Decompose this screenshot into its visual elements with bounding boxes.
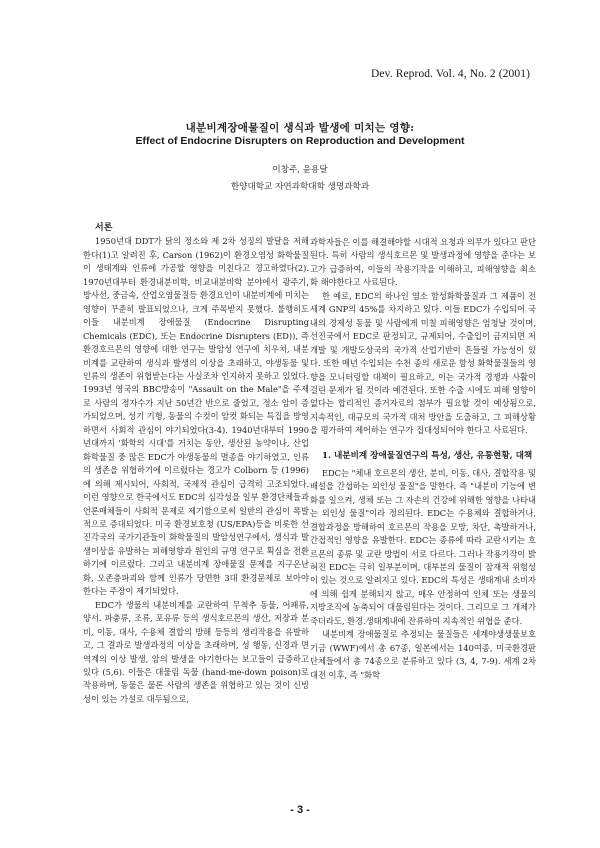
body-paragraph: 1950년대 DDT가 닭의 정소와 제 2차 성징의 발달을 저해한다(1)고 알려진 후, Carson (1962)이 환경오염성 화학물질이 생태계와 인류에 가공할 영향을 미친다고 경고하였다(2). 1970년대부터 환경내분비학, 비교내분비학 분야에서 광주기, 방사선, 중금속, 산업오염물질등 환경요인이 내분비계에 미치는 영향이 꾸준히 발표되었으나, 크게 주목받지 못했다. 불행히도 이들 내분비계 장애물질 (Endocrine Disrupting Chemicals (EDC), 또는 Endocrine Disrupters (ED)), 즉 환경호르몬의 영향에 대한 연구는 발암성 연구에 치우쳐, 내분비계를 교란하여 생식과 발생의 이상을 초래하고, 야생동물 및 인류의 생존이 위협받는다는 사실조차 인지하지 못하고 있었다. 1993년 영국의 BBC방송이 "Assault on the Male"을 주제로 사람의 정자수가 지난 50년간 반으로 줄었고, 정소 암이 증가되었으며, 성기 기형, 동물의 수컷이 암컷 화되는 특집을 방영하면서 사회적 관심이 야기되었다(3-4). 1940년대부터 1990년대까지 '화학의 시대'를 거치는 동안, 생산된 농약이나, 산업화학물질 중 많은 EDC가 야생동물의 멸종을 야기하였고, 인류의 생존을 위협하기에 이르렀다는 경고가 Colborn 등 (1996)에 의해 제시되어, 사회적, 국제적 관심이 급격히 고조되었다. 이런 영향으로 한국에서도 EDC의 심각성을 일부 환경단체들과 언론매체들이 사회적 문제로 제기함으로써 일반의 관심이 폭발적으로 증대되었다. 미국 환경보호청 (US/EPA)등을 비롯한 선진각국의 국가기관들이 화학물질의 발암성연구에서, 생식과 발생이상을 유발하는 피해영향과 원인의 규명 연구로 획심을 전환하기에 이르렀다. 그리고 내분비계 장애물질 문제를 지구온난화, 오존층파괴와 함께 인류가 당면한 3대 환경문제로 보아야 한다는 주장이 제기되었다.	[83, 236, 309, 597]
body-paragraph: 과학자들은 이를 해결해야할 시대적 요청과 의무가 있다고 판단된다. 특히 사람의 생식호르몬 및 발생과정에 영향을 준다는 보고가 급증하여, 이들의 작용기작을 이해하고, 피해영향을 최소화 해야한다고 사료된다.	[310, 237, 536, 288]
author-affiliation: 한양대학교 자연과학대학 생명과학과	[230, 182, 370, 192]
author-names: 이창주, 윤용달	[272, 165, 328, 175]
page-number: - 3 -	[290, 804, 310, 816]
body-paragraph: 한 예로, EDC의 하나인 염소 함성화학물질과 그 제품이 전세계 GNP의 45%를 차지하고 있다. 이들 EDC가 수입되어 국내의 경제성 동물 및 사람에게 미칠 피해영향은 엄청날 것이며, 선진국에서 EDC로 판정되고, 규제되어, 수출입이 금지되면 저개발 및 개발도상국의 국가적 산업기반이 흔들릴 가능성이 있다. 또한 매년 수입되는 수천 종의 새로운 함성 화학물질들의 영향을 모니터링할 대책이 필요하고, 이는 국가적 경쟁과 사활이 걸린 문제가 될 것이라 예견된다. 또한 수출 시에도 피해 영향이 없다는 합리적인 증거자료의 첨부가 필요할 것이 예상됨으로, 지속적인, 대규모의 국가적 대처 방안을 도출하고, 그 피해상황을 평가하여 제어하는 연구가 집대성되어야 한다고 사료된다.	[310, 290, 536, 436]
left-column	[83, 222, 309, 706]
title-english: Effect of Endocrine Disrupters on Reproduction and Development	[135, 135, 465, 147]
intro-heading: 서론	[95, 223, 113, 233]
body-paragraph: EDC가 생물의 내분비계를 교란하여 무척추 동물, 어패류, 양서. 파충류, 조류, 포유류 등의 생식호르몬의 생산, 저장과 분비, 이동, 대사, 수용체 결합의 방해 등등의 생리작용을 유발하고, 그 결과로 발생과정의 이상을 초래하며, 성 행동, 신경과 면역계의 이상 발생, 암의 발생을 야기한다는 보고들이 급증하고 있다 (5,6). 이들은 대물림 독물 (hand-me-down poison)로 작용하며, 동물은 물론 사람의 생존을 위협하고 있는 것이 신빙성이 있는 가설로 대두됨으로,	[83, 599, 309, 704]
body-paragraph: 내분비계 장애물질로 추정되는 물질들은 세계야생생물보호기금 (WWF)에서 총 67종, 일본에서는 140여종, 미국환경판단체들에서 총 74종으로 분류하고 있다 (3, 4, 7-9). 세계 2차 대전 이후, 즉 "화학	[310, 629, 536, 680]
title-korean: 내분비계장애물질이 생식과 발생에 미치는 영향:	[185, 122, 415, 134]
journal-citation: Dev. Reprod. Vol. 4, No. 2 (2001)	[371, 68, 530, 80]
right-column	[310, 236, 536, 682]
body-paragraph: EDC는 "체내 호르몬의 생산, 분비, 이동, 대사, 결합작용 및 배설을 간섭하는 외인성 물질"을 말한다. 즉 "내분비 기능에 변화를 일으켜, 생체 또는 그 자손의 건강에 위해한 영향을 나타내는 외인성 물질"이라 정의된다. EDC는 수용체와 결합하거나, 결합과정을 방해하여 호르몬의 작용을 모방, 차단, 촉발하거나, 간접적인 영향을 유발한다. EDC는 종류에 따라 교란시키는 호르몬의 종류 및 교란 방법이 서로 다르다. 그러나 작용기작이 밝혀진 EDC는 극히 일부분이며, 대부분의 물질이 잠재적 위험성이 있는 것으로 알려지고 있다. EDC의 특성은 생태계내 소비자에 의해 쉽게 분해되지 않고, 매우 안정하여 인체 또는 생물의 지방조직에 농축되어 대물림된다는 것이다. 그리므로 그 개체가 죽더라도, 환경.생태계내에 잔류하여 지속적인 위협을 준다.	[310, 467, 536, 626]
section-heading: 1. 내분비계 장애물질연구의 특성, 생산, 유통현황, 대책	[322, 450, 533, 461]
